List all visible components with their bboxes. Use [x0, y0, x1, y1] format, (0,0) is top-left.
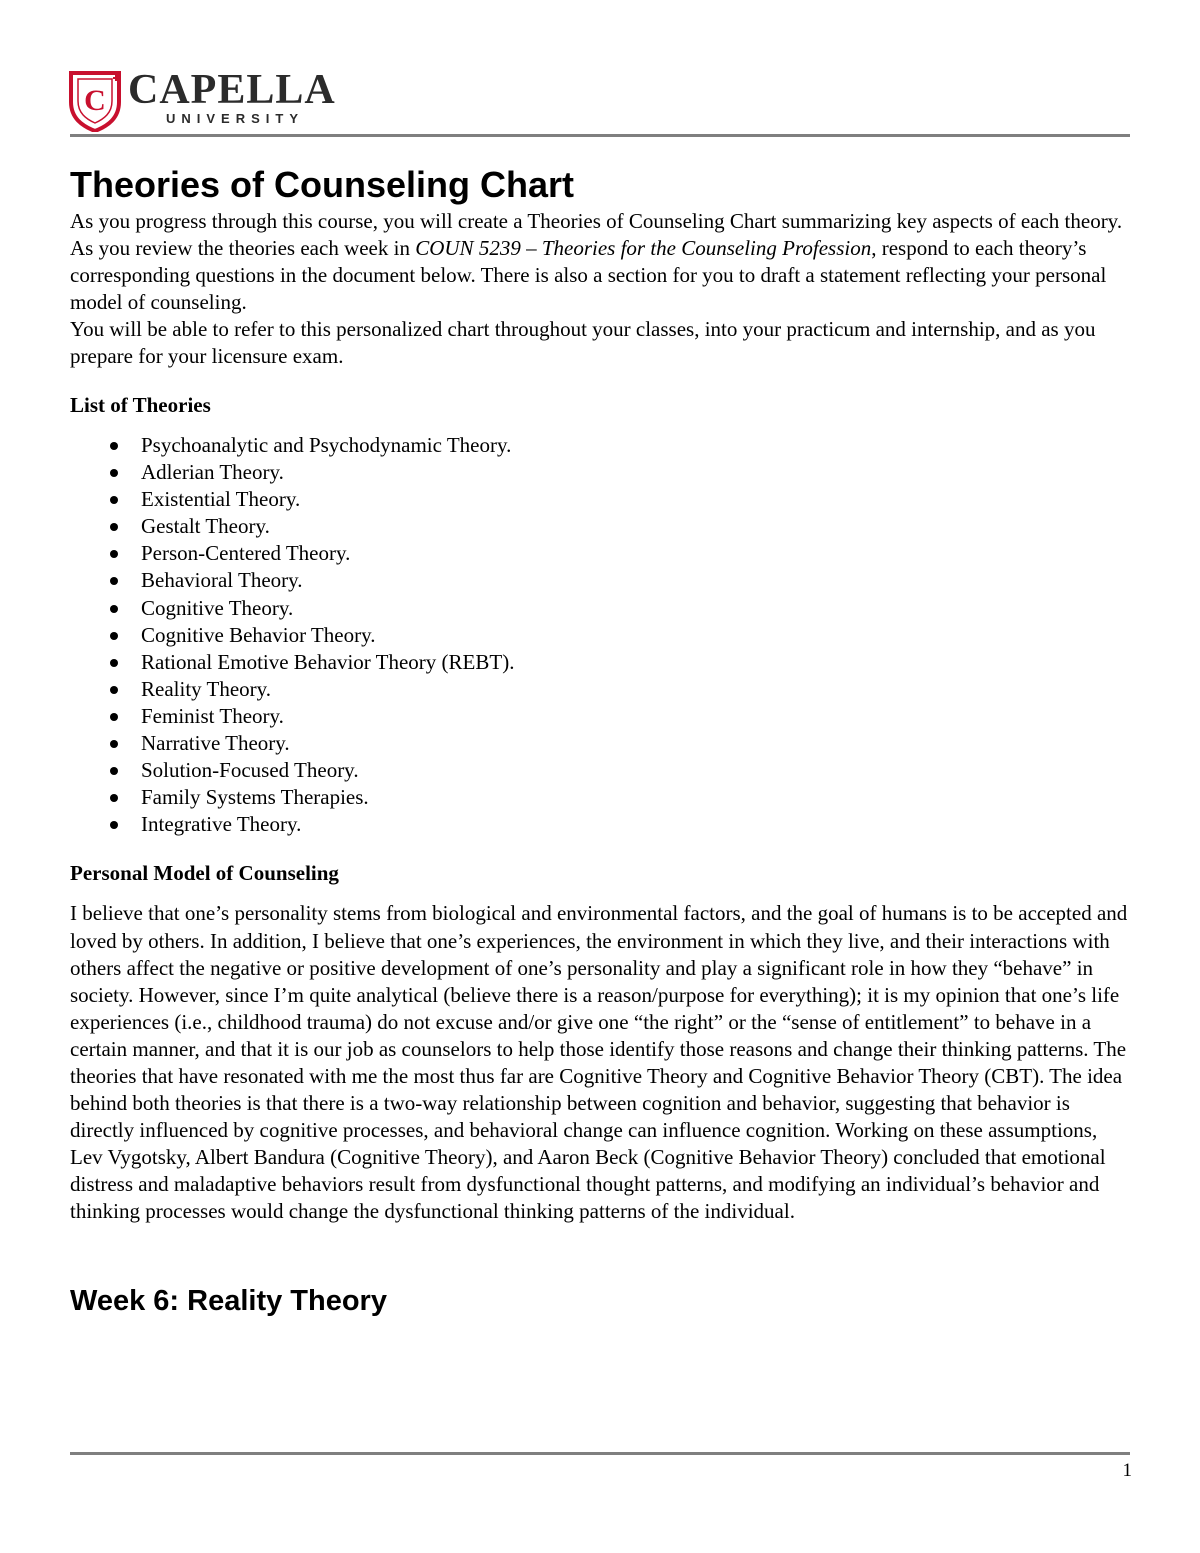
- list-item: Cognitive Theory.: [70, 595, 1132, 622]
- list-item: Existential Theory.: [70, 486, 1132, 513]
- list-item: Cognitive Behavior Theory.: [70, 622, 1132, 649]
- logo-subtitle: UNIVERSITY: [166, 111, 305, 126]
- intro-text-start: As you progress through this course, you will create a Theories of Counseling Chart summarizing key aspects of each theory. As you review the theories each week in: [70, 209, 1123, 260]
- list-item: Family Systems Therapies.: [70, 784, 1132, 811]
- theories-heading: List of Theories: [70, 393, 211, 417]
- intro-text-end: , respond to each theory’s corresponding questions in the document below. There is also a section for you to draft a statement reflecting your personal model of counseling.: [70, 236, 1107, 314]
- list-item: Narrative Theory.: [70, 730, 1132, 757]
- intro-paragraph-2: You will be able to refer to this personalized chart throughout your classes, into your practicum and internship, and as you prepare for your licensure exam.: [70, 317, 1096, 368]
- theories-section: [70, 392, 1132, 838]
- page-number: 1: [1122, 1460, 1132, 1481]
- list-item: Gestalt Theory.: [70, 513, 1132, 540]
- footer-divider: [70, 1452, 1130, 1455]
- intro-section: [70, 208, 1132, 370]
- logo-mark: C: [84, 84, 106, 117]
- list-item: Rational Emotive Behavior Theory (REBT).: [70, 649, 1132, 676]
- capella-logo: [68, 68, 358, 132]
- list-item: Reality Theory.: [70, 676, 1132, 703]
- list-item: Adlerian Theory.: [70, 459, 1132, 486]
- course-title: COUN 5239 – Theories for the Counseling Profession: [415, 236, 872, 260]
- list-item: Integrative Theory.: [70, 811, 1132, 838]
- list-item: Feminist Theory.: [70, 703, 1132, 730]
- list-item: Psychoanalytic and Psychodynamic Theory.: [70, 432, 1132, 459]
- personal-model-section: [70, 860, 1132, 1225]
- list-item: Solution-Focused Theory.: [70, 757, 1132, 784]
- week-heading: Week 6: Reality Theory: [70, 1284, 387, 1317]
- theories-list: [70, 432, 1132, 838]
- list-item: Behavioral Theory.: [70, 567, 1132, 594]
- list-item: Person-Centered Theory.: [70, 540, 1132, 567]
- page-title: Theories of Counseling Chart: [70, 164, 575, 205]
- personal-model-heading: Personal Model of Counseling: [70, 861, 339, 886]
- document-body: [70, 162, 1132, 1320]
- logo-name: CAPELLA: [128, 67, 336, 113]
- personal-model-text: I believe that one’s personality stems from biological and environmental factors, and the goal of humans is to be accepted and loved by others. In addition, I believe that one’s experiences, the environment in which they live, and their interactions with others affect the negative or positive development of one’s personality and play a significant role in how they “behave” in society. However, since I’m quite analytical (believe there is a reason/purpose for everything); it is my opinion that one’s life experiences (i.e., childhood trauma) do not excuse and/or give one “the right” or the “sense of entitlement” to behave in a certain manner, and that it is our job as counselors to help those identify those reasons and change their thinking patterns. The theories that have resonated with me the most thus far are Cognitive Theory and Cognitive Behavior Theory (CBT). The idea behind both theories is that there is a two-way relationship between cognition and behavior, suggesting that behavior is directly influenced by cognitive processes, and behavioral change can influence cognition. Working on these assumptions, Lev Vygotsky, Albert Bandura (Cognitive Theory), and Aaron Beck (Cognitive Behavior Theory) concluded that emotional distress and maladaptive behaviors result from dysfunctional thought patterns, and modifying an individual’s behavior and thinking processes would change the dysfunctional thinking patterns of the individual.: [70, 901, 1128, 1224]
- intro-paragraph-1: [70, 208, 1132, 316]
- shield-icon: [68, 68, 122, 132]
- header-divider: [70, 134, 1130, 137]
